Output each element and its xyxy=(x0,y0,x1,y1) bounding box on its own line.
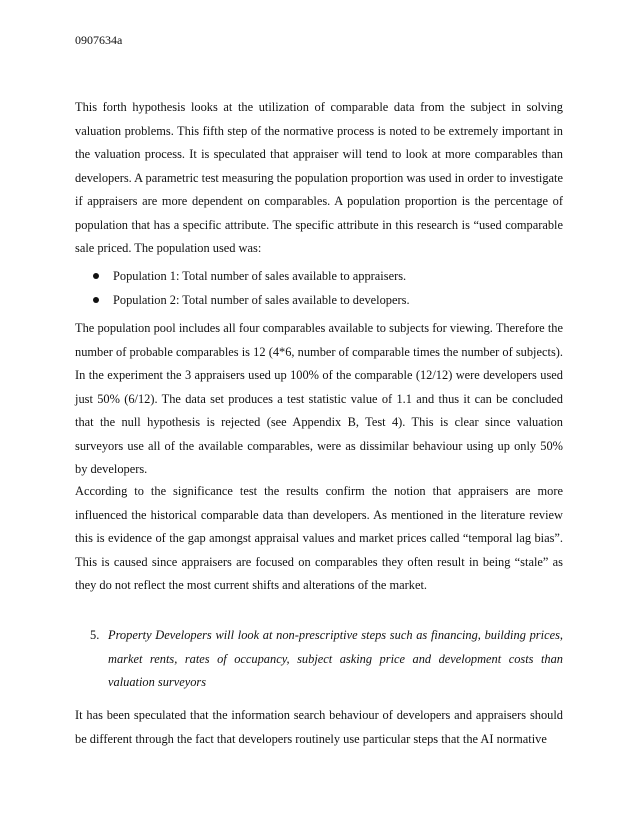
document-id: 0907634a xyxy=(75,33,123,47)
list-item-text: Population 1: Total number of sales available to appraisers. xyxy=(113,269,407,283)
list-item-text: Population 2: Total number of sales available to developers. xyxy=(113,293,410,307)
hypothesis-text: Property Developers will look at non-prescriptive steps such as financing, building prices, market rents, rates of occupancy, subject asking price and development costs than valuation surveyors xyxy=(108,628,563,689)
hypothesis-number: 5. xyxy=(90,628,100,642)
paragraph-hypothesis-intro: This forth hypothesis looks at the utilization of comparable data from the subject in solving valuation problems. This fifth step of the normative process is noted to be extremely important in the valuation process. It is speculated that appraiser will tend to look at more comparables than developers. A parametric test measuring the population proportion was used in order to investigate if appraisers are more dependent on comparables. A population proportion is the percentage of population that has a specific attribute. The specific attribute in this research is “used comparable sale priced. The population used was: xyxy=(75,100,563,255)
bullet-icon xyxy=(93,273,99,279)
list-item xyxy=(75,264,563,288)
list-item xyxy=(75,288,563,312)
paragraph-population-pool: The population pool includes all four comparables available to subjects for viewing. Therefore the number of probable comparables is 12 (4*6, number of comparable times the number of subjects). In the experiment the 3 appraisers used up 100% of the comparable (12/12) were developers used just 50% (6/12). The data set produces a test statistic value of 1.1 and thus it can be concluded that the null hypothesis is rejected (see Appendix B, Test 4). This is clear since valuation surveyors use all of the available comparables, were as dissimilar behaviour using up only 50% by developers. xyxy=(75,321,563,476)
paragraph-significance-test: According to the significance test the results confirm the notion that appraisers are more influenced the historical comparable data than developers. As mentioned in the literature review this is evidence of the gap amongst appraisal values and market prices called “temporal lag bias”. This is caused since appraisers are focused on comparables they often result in being “stale” as they do not reflect the most current shifts and alterations of the market. xyxy=(75,484,563,592)
paragraph-search-behaviour: It has been speculated that the information search behaviour of developers and appraisers should be different through the fact that developers routinely use particular steps that the AI normative xyxy=(75,708,563,746)
population-list xyxy=(75,264,563,312)
bullet-icon xyxy=(93,297,99,303)
numbered-hypothesis xyxy=(75,624,563,695)
